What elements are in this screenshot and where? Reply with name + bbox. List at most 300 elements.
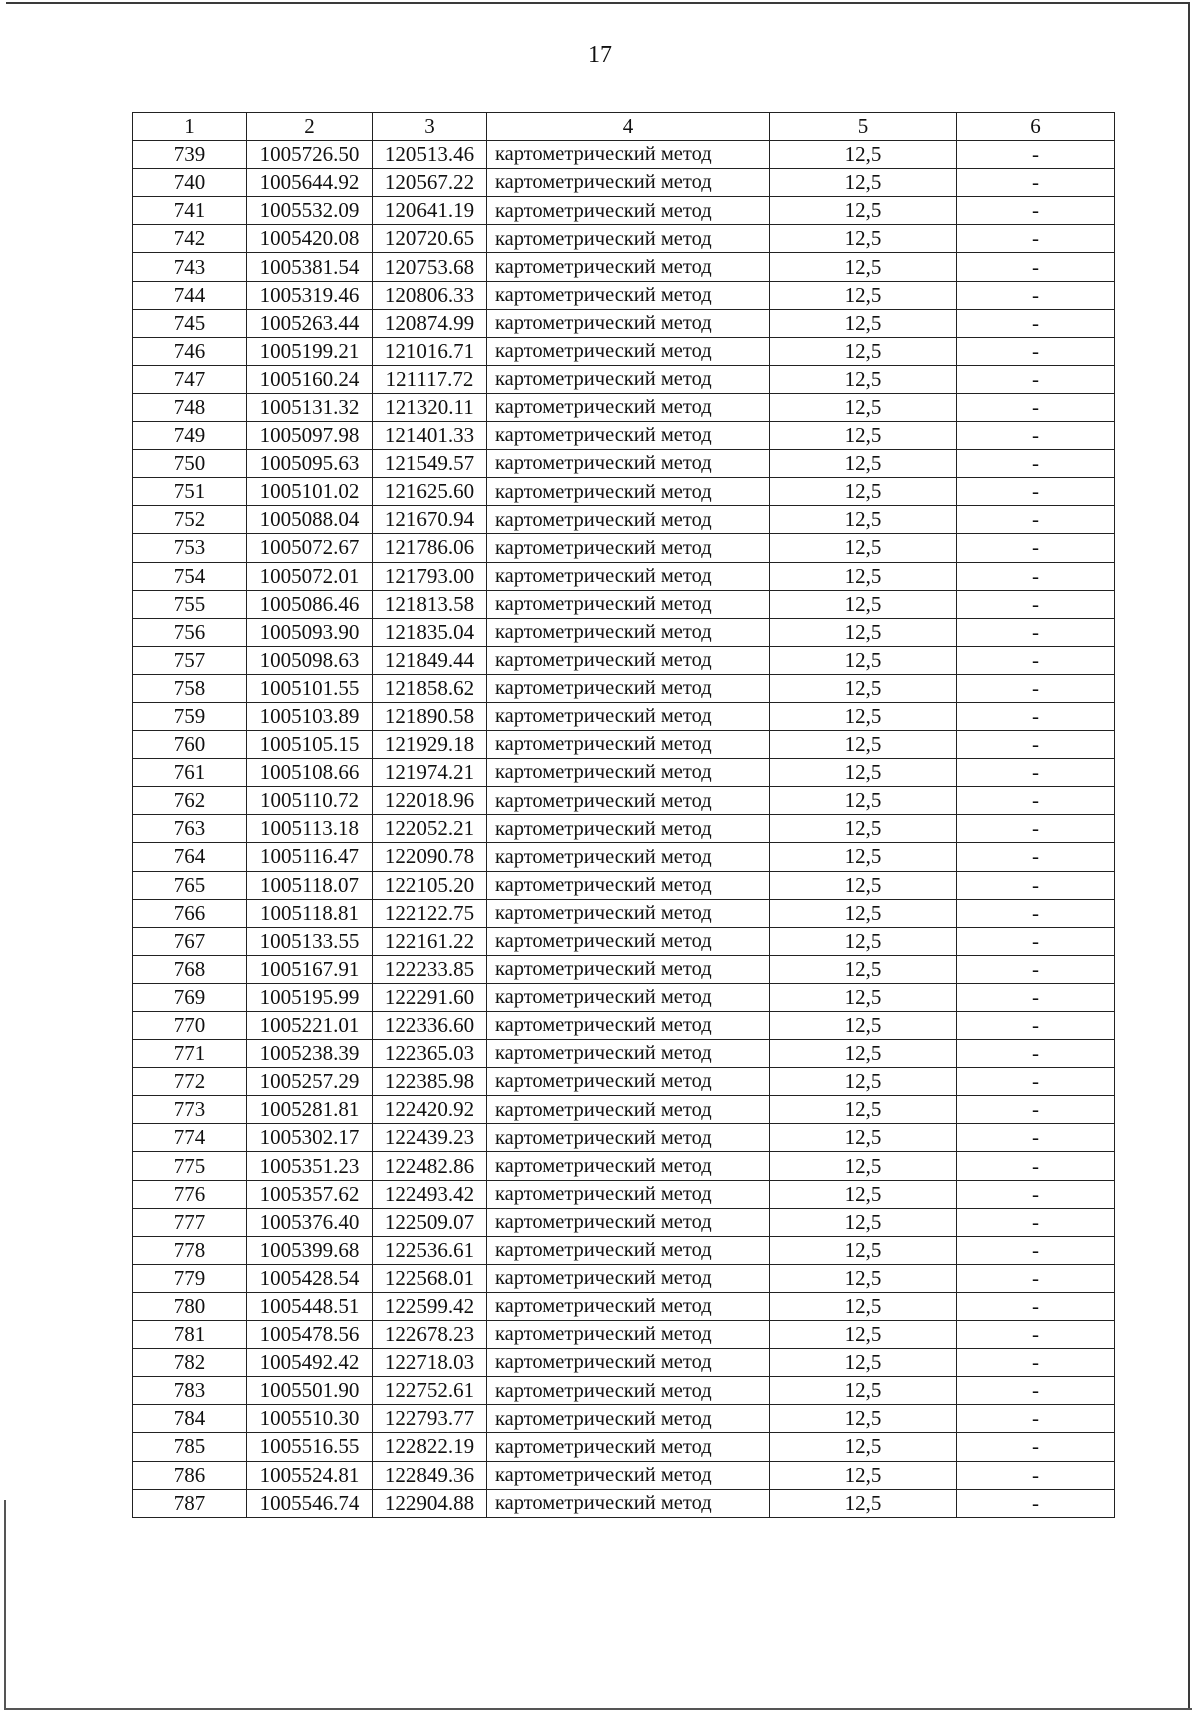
coordinate-x-cell: 1005160.24 — [247, 365, 373, 393]
remark-cell: - — [957, 1461, 1115, 1489]
coordinate-x-cell: 1005116.47 — [247, 843, 373, 871]
remark-cell: - — [957, 702, 1115, 730]
column-header: 5 — [770, 113, 957, 141]
accuracy-cell: 12,5 — [770, 1236, 957, 1264]
coordinate-x-cell: 1005118.07 — [247, 871, 373, 899]
coordinate-y-cell: 121793.00 — [373, 562, 487, 590]
point-number-cell: 777 — [133, 1208, 247, 1236]
method-cell: картометрический метод — [487, 590, 770, 618]
coordinate-x-cell: 1005101.55 — [247, 674, 373, 702]
point-number-cell: 750 — [133, 450, 247, 478]
coordinate-x-cell: 1005167.91 — [247, 955, 373, 983]
remark-cell: - — [957, 787, 1115, 815]
table-header-row — [133, 113, 1115, 141]
table-row — [133, 590, 1115, 618]
coordinate-y-cell: 122752.61 — [373, 1377, 487, 1405]
coordinate-x-cell: 1005381.54 — [247, 253, 373, 281]
table-row — [133, 1461, 1115, 1489]
table-row — [133, 281, 1115, 309]
point-number-cell: 742 — [133, 225, 247, 253]
table-row — [133, 534, 1115, 562]
point-number-cell: 749 — [133, 422, 247, 450]
table-row — [133, 1321, 1115, 1349]
accuracy-cell: 12,5 — [770, 337, 957, 365]
point-number-cell: 787 — [133, 1489, 247, 1517]
method-cell: картометрический метод — [487, 815, 770, 843]
method-cell: картометрический метод — [487, 955, 770, 983]
remark-cell: - — [957, 169, 1115, 197]
remark-cell: - — [957, 1489, 1115, 1517]
accuracy-cell: 12,5 — [770, 562, 957, 590]
remark-cell: - — [957, 1096, 1115, 1124]
remark-cell: - — [957, 759, 1115, 787]
method-cell: картометрический метод — [487, 1292, 770, 1320]
scan-edge-left — [4, 1500, 6, 1710]
remark-cell: - — [957, 1208, 1115, 1236]
table-row — [133, 674, 1115, 702]
coordinate-x-cell: 1005097.98 — [247, 422, 373, 450]
point-number-cell: 755 — [133, 590, 247, 618]
coordinate-x-cell: 1005195.99 — [247, 983, 373, 1011]
method-cell: картометрический метод — [487, 422, 770, 450]
accuracy-cell: 12,5 — [770, 1321, 957, 1349]
coordinate-y-cell: 122509.07 — [373, 1208, 487, 1236]
accuracy-cell: 12,5 — [770, 393, 957, 421]
point-number-cell: 767 — [133, 927, 247, 955]
accuracy-cell: 12,5 — [770, 1180, 957, 1208]
method-cell: картометрический метод — [487, 1096, 770, 1124]
table-row — [133, 450, 1115, 478]
coordinate-y-cell: 121929.18 — [373, 731, 487, 759]
point-number-cell: 766 — [133, 899, 247, 927]
coordinate-y-cell: 122904.88 — [373, 1489, 487, 1517]
coordinate-x-cell: 1005420.08 — [247, 225, 373, 253]
table-row — [133, 393, 1115, 421]
coordinate-x-cell: 1005093.90 — [247, 618, 373, 646]
point-number-cell: 744 — [133, 281, 247, 309]
point-number-cell: 770 — [133, 1012, 247, 1040]
coordinate-x-cell: 1005103.89 — [247, 702, 373, 730]
remark-cell: - — [957, 843, 1115, 871]
coordinate-x-cell: 1005105.15 — [247, 731, 373, 759]
point-number-cell: 782 — [133, 1349, 247, 1377]
table-row — [133, 1433, 1115, 1461]
method-cell: картометрический метод — [487, 1349, 770, 1377]
remark-cell: - — [957, 1040, 1115, 1068]
table-row — [133, 899, 1115, 927]
accuracy-cell: 12,5 — [770, 702, 957, 730]
point-number-cell: 753 — [133, 534, 247, 562]
point-number-cell: 756 — [133, 618, 247, 646]
coordinate-y-cell: 122420.92 — [373, 1096, 487, 1124]
point-number-cell: 745 — [133, 309, 247, 337]
table-row — [133, 506, 1115, 534]
method-cell: картометрический метод — [487, 1377, 770, 1405]
coordinate-x-cell: 1005510.30 — [247, 1405, 373, 1433]
coordinate-y-cell: 122793.77 — [373, 1405, 487, 1433]
point-number-cell: 778 — [133, 1236, 247, 1264]
method-cell: картометрический метод — [487, 1264, 770, 1292]
method-cell: картометрический метод — [487, 787, 770, 815]
table-row — [133, 1040, 1115, 1068]
remark-cell: - — [957, 534, 1115, 562]
table-row — [133, 422, 1115, 450]
accuracy-cell: 12,5 — [770, 899, 957, 927]
method-cell: картометрический метод — [487, 562, 770, 590]
table-row — [133, 562, 1115, 590]
method-cell: картометрический метод — [487, 702, 770, 730]
remark-cell: - — [957, 646, 1115, 674]
table-row — [133, 1012, 1115, 1040]
coordinate-y-cell: 122536.61 — [373, 1236, 487, 1264]
accuracy-cell: 12,5 — [770, 1124, 957, 1152]
method-cell: картометрический метод — [487, 309, 770, 337]
table-row — [133, 759, 1115, 787]
coordinates-table — [132, 112, 1115, 1518]
method-cell: картометрический метод — [487, 927, 770, 955]
method-cell: картометрический метод — [487, 843, 770, 871]
method-cell: картометрический метод — [487, 674, 770, 702]
table-row — [133, 871, 1115, 899]
coordinate-y-cell: 121016.71 — [373, 337, 487, 365]
coordinate-y-cell: 121858.62 — [373, 674, 487, 702]
remark-cell: - — [957, 1433, 1115, 1461]
point-number-cell: 762 — [133, 787, 247, 815]
coordinate-x-cell: 1005131.32 — [247, 393, 373, 421]
remark-cell: - — [957, 309, 1115, 337]
point-number-cell: 739 — [133, 141, 247, 169]
table-body — [133, 141, 1115, 1518]
method-cell: картометрический метод — [487, 1433, 770, 1461]
point-number-cell: 779 — [133, 1264, 247, 1292]
table-row — [133, 843, 1115, 871]
point-number-cell: 747 — [133, 365, 247, 393]
coordinate-x-cell: 1005644.92 — [247, 169, 373, 197]
coordinate-x-cell: 1005399.68 — [247, 1236, 373, 1264]
coordinate-y-cell: 121849.44 — [373, 646, 487, 674]
accuracy-cell: 12,5 — [770, 815, 957, 843]
point-number-cell: 771 — [133, 1040, 247, 1068]
accuracy-cell: 12,5 — [770, 646, 957, 674]
method-cell: картометрический метод — [487, 365, 770, 393]
remark-cell: - — [957, 450, 1115, 478]
point-number-cell: 780 — [133, 1292, 247, 1320]
coordinate-y-cell: 121549.57 — [373, 450, 487, 478]
accuracy-cell: 12,5 — [770, 1377, 957, 1405]
coordinate-x-cell: 1005501.90 — [247, 1377, 373, 1405]
point-number-cell: 757 — [133, 646, 247, 674]
accuracy-cell: 12,5 — [770, 450, 957, 478]
remark-cell: - — [957, 1124, 1115, 1152]
accuracy-cell: 12,5 — [770, 1208, 957, 1236]
method-cell: картометрический метод — [487, 169, 770, 197]
method-cell: картометрический метод — [487, 534, 770, 562]
accuracy-cell: 12,5 — [770, 731, 957, 759]
point-number-cell: 765 — [133, 871, 247, 899]
table-row — [133, 1349, 1115, 1377]
table-row — [133, 702, 1115, 730]
accuracy-cell: 12,5 — [770, 618, 957, 646]
table-row — [133, 1152, 1115, 1180]
coordinate-y-cell: 122718.03 — [373, 1349, 487, 1377]
accuracy-cell: 12,5 — [770, 1068, 957, 1096]
method-cell: картометрический метод — [487, 1321, 770, 1349]
remark-cell: - — [957, 337, 1115, 365]
coordinate-x-cell: 1005101.02 — [247, 478, 373, 506]
coordinate-x-cell: 1005281.81 — [247, 1096, 373, 1124]
coordinate-y-cell: 122822.19 — [373, 1433, 487, 1461]
page-number: 17 — [588, 42, 612, 68]
coordinate-x-cell: 1005478.56 — [247, 1321, 373, 1349]
point-number-cell: 743 — [133, 253, 247, 281]
coordinate-x-cell: 1005726.50 — [247, 141, 373, 169]
accuracy-cell: 12,5 — [770, 365, 957, 393]
accuracy-cell: 12,5 — [770, 787, 957, 815]
point-number-cell: 776 — [133, 1180, 247, 1208]
table-row — [133, 141, 1115, 169]
accuracy-cell: 12,5 — [770, 1489, 957, 1517]
table-row — [133, 365, 1115, 393]
coordinate-x-cell: 1005199.21 — [247, 337, 373, 365]
point-number-cell: 761 — [133, 759, 247, 787]
coordinate-x-cell: 1005118.81 — [247, 899, 373, 927]
coordinate-x-cell: 1005133.55 — [247, 927, 373, 955]
coordinate-y-cell: 122385.98 — [373, 1068, 487, 1096]
point-number-cell: 746 — [133, 337, 247, 365]
remark-cell: - — [957, 197, 1115, 225]
accuracy-cell: 12,5 — [770, 843, 957, 871]
remark-cell: - — [957, 365, 1115, 393]
coordinate-y-cell: 121625.60 — [373, 478, 487, 506]
table-row — [133, 731, 1115, 759]
point-number-cell: 751 — [133, 478, 247, 506]
point-number-cell: 741 — [133, 197, 247, 225]
point-number-cell: 772 — [133, 1068, 247, 1096]
coordinate-y-cell: 120753.68 — [373, 253, 487, 281]
table-row — [133, 1180, 1115, 1208]
table-row — [133, 1377, 1115, 1405]
table-row — [133, 1489, 1115, 1517]
column-header: 4 — [487, 113, 770, 141]
accuracy-cell: 12,5 — [770, 197, 957, 225]
method-cell: картометрический метод — [487, 1208, 770, 1236]
coordinate-x-cell: 1005098.63 — [247, 646, 373, 674]
remark-cell: - — [957, 1012, 1115, 1040]
point-number-cell: 748 — [133, 393, 247, 421]
method-cell: картометрический метод — [487, 983, 770, 1011]
point-number-cell: 774 — [133, 1124, 247, 1152]
table-row — [133, 197, 1115, 225]
accuracy-cell: 12,5 — [770, 1096, 957, 1124]
point-number-cell: 758 — [133, 674, 247, 702]
table-row — [133, 337, 1115, 365]
point-number-cell: 759 — [133, 702, 247, 730]
coordinate-y-cell: 122291.60 — [373, 983, 487, 1011]
method-cell: картометрический метод — [487, 1152, 770, 1180]
coordinate-y-cell: 122233.85 — [373, 955, 487, 983]
method-cell: картометрический метод — [487, 731, 770, 759]
remark-cell: - — [957, 225, 1115, 253]
accuracy-cell: 12,5 — [770, 506, 957, 534]
coordinate-x-cell: 1005448.51 — [247, 1292, 373, 1320]
table-row — [133, 646, 1115, 674]
coordinate-y-cell: 122161.22 — [373, 927, 487, 955]
accuracy-cell: 12,5 — [770, 1461, 957, 1489]
point-number-cell: 764 — [133, 843, 247, 871]
accuracy-cell: 12,5 — [770, 955, 957, 983]
remark-cell: - — [957, 281, 1115, 309]
method-cell: картометрический метод — [487, 478, 770, 506]
accuracy-cell: 12,5 — [770, 983, 957, 1011]
remark-cell: - — [957, 253, 1115, 281]
coordinate-y-cell: 120806.33 — [373, 281, 487, 309]
table-row — [133, 1068, 1115, 1096]
accuracy-cell: 12,5 — [770, 1040, 957, 1068]
coordinate-x-cell: 1005113.18 — [247, 815, 373, 843]
remark-cell: - — [957, 1264, 1115, 1292]
accuracy-cell: 12,5 — [770, 1292, 957, 1320]
remark-cell: - — [957, 731, 1115, 759]
coordinate-x-cell: 1005257.29 — [247, 1068, 373, 1096]
remark-cell: - — [957, 1236, 1115, 1264]
accuracy-cell: 12,5 — [770, 590, 957, 618]
remark-cell: - — [957, 562, 1115, 590]
coordinate-y-cell: 122678.23 — [373, 1321, 487, 1349]
coordinate-y-cell: 120720.65 — [373, 225, 487, 253]
coordinate-x-cell: 1005546.74 — [247, 1489, 373, 1517]
coordinate-x-cell: 1005095.63 — [247, 450, 373, 478]
remark-cell: - — [957, 1405, 1115, 1433]
remark-cell: - — [957, 1321, 1115, 1349]
accuracy-cell: 12,5 — [770, 927, 957, 955]
coordinate-y-cell: 122336.60 — [373, 1012, 487, 1040]
column-header: 2 — [247, 113, 373, 141]
point-number-cell: 785 — [133, 1433, 247, 1461]
point-number-cell: 760 — [133, 731, 247, 759]
coordinate-y-cell: 122018.96 — [373, 787, 487, 815]
column-header: 6 — [957, 113, 1115, 141]
coordinate-x-cell: 1005524.81 — [247, 1461, 373, 1489]
coordinate-y-cell: 121670.94 — [373, 506, 487, 534]
remark-cell: - — [957, 141, 1115, 169]
accuracy-cell: 12,5 — [770, 534, 957, 562]
coordinate-x-cell: 1005319.46 — [247, 281, 373, 309]
table-row — [133, 1124, 1115, 1152]
accuracy-cell: 12,5 — [770, 281, 957, 309]
method-cell: картометрический метод — [487, 141, 770, 169]
coordinate-y-cell: 122052.21 — [373, 815, 487, 843]
method-cell: картометрический метод — [487, 1068, 770, 1096]
coordinate-y-cell: 121835.04 — [373, 618, 487, 646]
accuracy-cell: 12,5 — [770, 253, 957, 281]
coordinate-y-cell: 122849.36 — [373, 1461, 487, 1489]
remark-cell: - — [957, 1152, 1115, 1180]
method-cell: картометрический метод — [487, 393, 770, 421]
method-cell: картометрический метод — [487, 618, 770, 646]
scan-edge-bottom — [4, 1708, 1192, 1710]
table-row — [133, 1264, 1115, 1292]
point-number-cell: 763 — [133, 815, 247, 843]
method-cell: картометрический метод — [487, 899, 770, 927]
coordinate-y-cell: 122105.20 — [373, 871, 487, 899]
coordinate-y-cell: 121974.21 — [373, 759, 487, 787]
accuracy-cell: 12,5 — [770, 309, 957, 337]
coordinate-x-cell: 1005516.55 — [247, 1433, 373, 1461]
method-cell: картометрический метод — [487, 646, 770, 674]
remark-cell: - — [957, 590, 1115, 618]
point-number-cell: 784 — [133, 1405, 247, 1433]
coordinate-x-cell: 1005357.62 — [247, 1180, 373, 1208]
accuracy-cell: 12,5 — [770, 478, 957, 506]
remark-cell: - — [957, 1349, 1115, 1377]
coordinate-y-cell: 120513.46 — [373, 141, 487, 169]
method-cell: картометрический метод — [487, 871, 770, 899]
coordinate-x-cell: 1005376.40 — [247, 1208, 373, 1236]
point-number-cell: 775 — [133, 1152, 247, 1180]
coordinate-x-cell: 1005263.44 — [247, 309, 373, 337]
table-row — [133, 1405, 1115, 1433]
table-row — [133, 309, 1115, 337]
coordinate-x-cell: 1005351.23 — [247, 1152, 373, 1180]
coordinate-x-cell: 1005086.46 — [247, 590, 373, 618]
coordinate-y-cell: 122122.75 — [373, 899, 487, 927]
coordinate-x-cell: 1005238.39 — [247, 1040, 373, 1068]
table-row — [133, 983, 1115, 1011]
method-cell: картометрический метод — [487, 1040, 770, 1068]
coordinate-y-cell: 121401.33 — [373, 422, 487, 450]
accuracy-cell: 12,5 — [770, 141, 957, 169]
table-row — [133, 478, 1115, 506]
remark-cell: - — [957, 955, 1115, 983]
remark-cell: - — [957, 1180, 1115, 1208]
coordinate-y-cell: 121117.72 — [373, 365, 487, 393]
table-row — [133, 1096, 1115, 1124]
method-cell: картометрический метод — [487, 759, 770, 787]
accuracy-cell: 12,5 — [770, 1405, 957, 1433]
remark-cell: - — [957, 871, 1115, 899]
accuracy-cell: 12,5 — [770, 674, 957, 702]
coordinate-y-cell: 120874.99 — [373, 309, 487, 337]
remark-cell: - — [957, 1068, 1115, 1096]
remark-cell: - — [957, 1292, 1115, 1320]
coordinate-y-cell: 121890.58 — [373, 702, 487, 730]
point-number-cell: 781 — [133, 1321, 247, 1349]
accuracy-cell: 12,5 — [770, 1433, 957, 1461]
coordinate-x-cell: 1005221.01 — [247, 1012, 373, 1040]
coordinate-x-cell: 1005072.67 — [247, 534, 373, 562]
accuracy-cell: 12,5 — [770, 169, 957, 197]
coordinate-y-cell: 122482.86 — [373, 1152, 487, 1180]
remark-cell: - — [957, 899, 1115, 927]
point-number-cell: 740 — [133, 169, 247, 197]
accuracy-cell: 12,5 — [770, 1264, 957, 1292]
coordinate-x-cell: 1005072.01 — [247, 562, 373, 590]
method-cell: картометрический метод — [487, 1012, 770, 1040]
coordinate-y-cell: 122365.03 — [373, 1040, 487, 1068]
point-number-cell: 768 — [133, 955, 247, 983]
remark-cell: - — [957, 674, 1115, 702]
accuracy-cell: 12,5 — [770, 1349, 957, 1377]
coordinate-y-cell: 122090.78 — [373, 843, 487, 871]
point-number-cell: 754 — [133, 562, 247, 590]
coordinate-x-cell: 1005428.54 — [247, 1264, 373, 1292]
method-cell: картометрический метод — [487, 1236, 770, 1264]
table-row — [133, 1292, 1115, 1320]
method-cell: картометрический метод — [487, 1405, 770, 1433]
method-cell: картометрический метод — [487, 450, 770, 478]
remark-cell: - — [957, 393, 1115, 421]
coordinate-y-cell: 122439.23 — [373, 1124, 487, 1152]
